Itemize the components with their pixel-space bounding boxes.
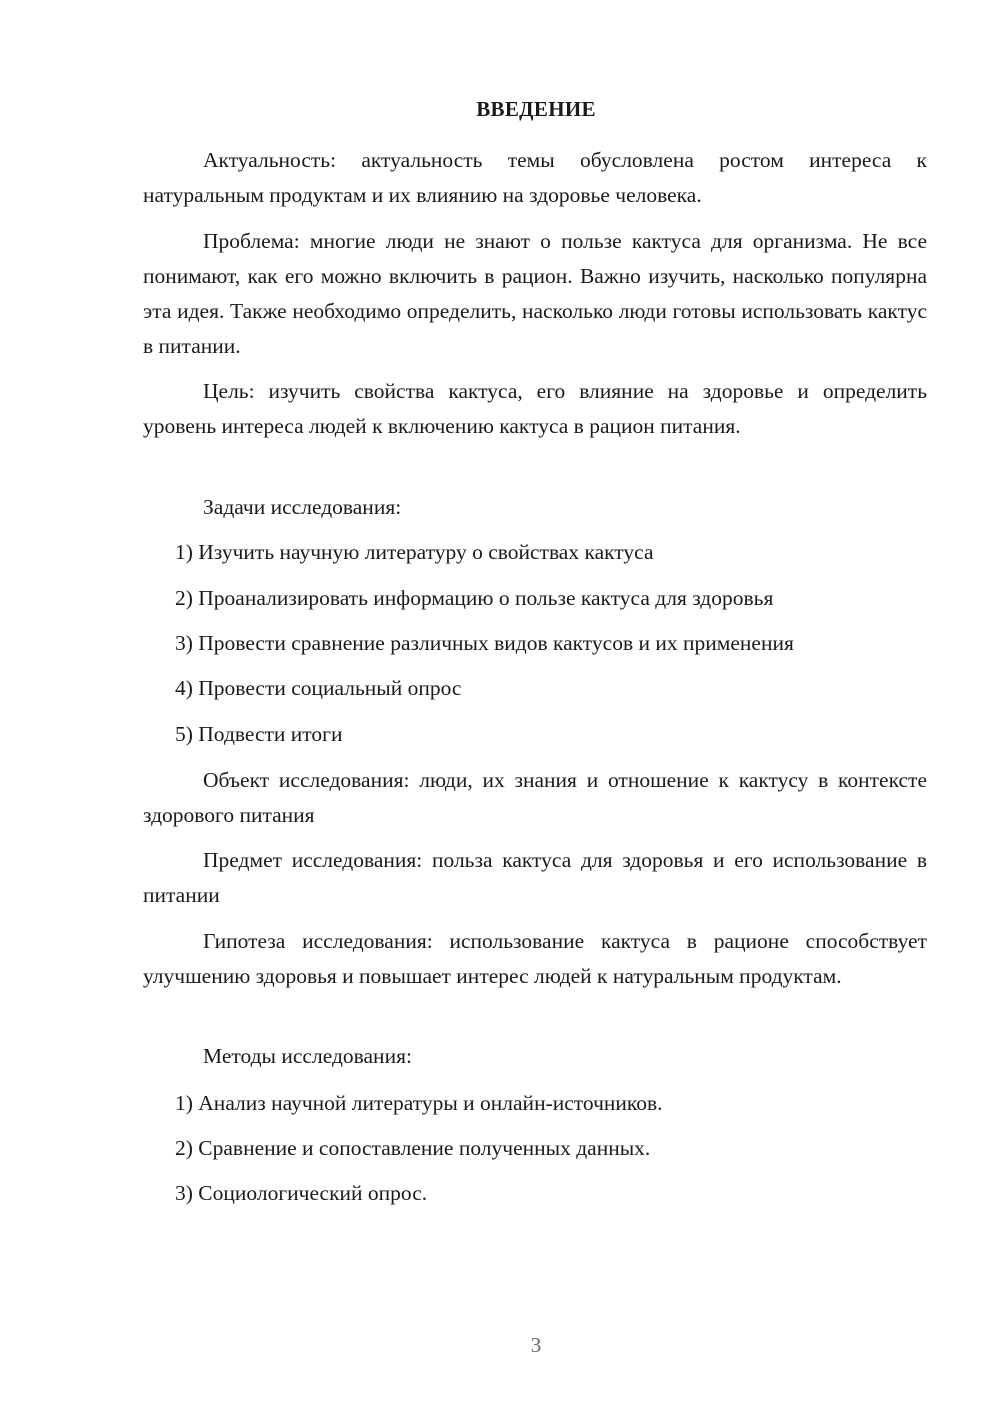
methods-label: Методы исследования:	[203, 1044, 412, 1068]
task-item-1: 1) Изучить научную литературу о свойствах кактуса	[175, 540, 654, 564]
goal-paragraph: Цель: изучить свойства кактуса, его влияние на здоровье и определить уровень интереса людей к включению кактуса в рацион питания.	[143, 379, 927, 438]
hypothesis-paragraph: Гипотеза исследования: использование кактуса в рационе способствует улучшению здоровья и повышает интерес людей к натуральным продуктам.	[143, 929, 927, 988]
relevance-paragraph: Актуальность: актуальность темы обусловлена ростом интереса к натуральным продуктам и их влиянию на здоровье человека.	[143, 148, 927, 207]
task-item-3: 3) Провести сравнение различных видов кактусов и их применения	[175, 631, 794, 655]
method-item-2: 2) Сравнение и сопоставление полученных данных.	[175, 1136, 651, 1160]
method-item-1: 1) Анализ научной литературы и онлайн-источников.	[175, 1091, 663, 1115]
tasks-label: Задачи исследования:	[203, 495, 402, 519]
subject-paragraph: Предмет исследования: польза кактуса для здоровья и его использование в питании	[143, 848, 927, 907]
object-paragraph: Объект исследования: люди, их знания и отношение к кактусу в контексте здорового питания	[143, 768, 927, 827]
method-item-3: 3) Социологический опрос.	[175, 1181, 428, 1205]
task-item-2: 2) Проанализировать информацию о пользе кактуса для здоровья	[175, 586, 774, 610]
page-number: 3	[530, 1333, 542, 1357]
section-heading: ВВЕДЕНИЕ	[476, 97, 596, 121]
task-item-5: 5) Подвести итоги	[175, 722, 343, 746]
problem-paragraph: Проблема: многие люди не знают о пользе кактуса для организма. Не все понимают, как его можно включить в рацион. Важно изучить, насколько популярна эта идея. Также необходимо определить, насколько люди готовы использовать кактус в питании.	[143, 229, 927, 358]
task-item-4: 4) Провести социальный опрос	[175, 676, 462, 700]
